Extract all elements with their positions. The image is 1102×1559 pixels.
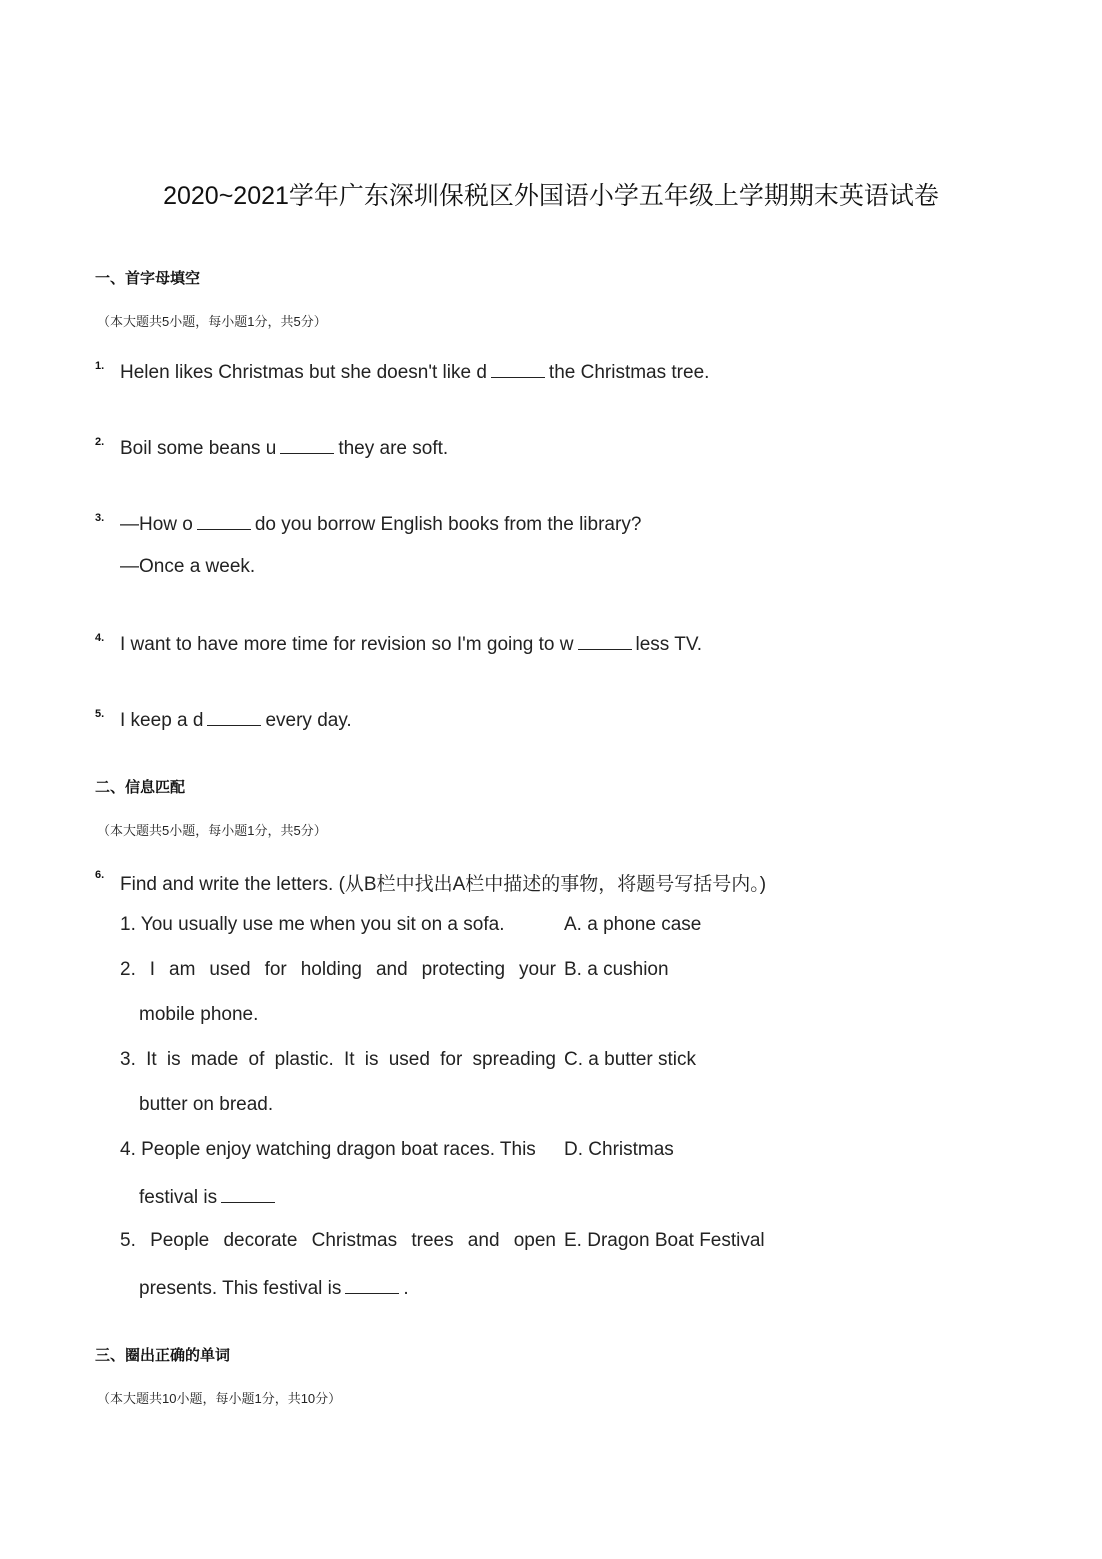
section-heading-1: 一、首字母填空 [95,270,201,287]
match-item-2-continued: mobile phone. [139,1004,259,1025]
question-3 [120,511,641,536]
answer-blank-4[interactable] [578,631,632,650]
answer-blank-6-4[interactable] [221,1184,275,1203]
question-number-6: 6. [95,869,105,881]
page-title: 2020~2021学年广东深圳保税区外国语小学五年级上学期期末英语试卷 [163,182,939,210]
section-note-1: （本大题共5小题，每小题1分，共5分） [97,314,327,329]
section-note-2: （本大题共5小题，每小题1分，共5分） [97,823,327,838]
match-item-5-end: . [403,1278,409,1299]
match-item-3-continued: butter on bread. [139,1094,274,1115]
question-number-2: 2. [95,436,105,448]
question-1 [120,359,709,384]
question-1-text-before: Helen likes Christmas but she doesn't like d [120,362,487,383]
match-item-1: 1. You usually use me when you sit on a sofa. [120,914,505,935]
question-4-text-after: less TV. [635,634,703,655]
answer-blank-5[interactable] [207,707,261,726]
answer-blank-6-5[interactable] [345,1275,399,1294]
question-5-text-before: I keep a d [120,710,204,731]
question-number-5: 5. [95,708,105,720]
question-5 [120,707,352,732]
match-option-e: E. Dragon Boat Festival [564,1230,765,1251]
answer-blank-3[interactable] [197,511,251,530]
question-4-text-before: I want to have more time for revision so I'm going to w [120,634,574,655]
section-heading-3: 三、圈出正确的单词 [95,1347,231,1364]
match-option-b: B. a cushion [564,959,669,980]
match-item-4-continued [139,1184,279,1209]
question-3-text-after: do you borrow English books from the library? [254,514,642,535]
match-item-5: 5. People decorate Christmas trees and open [120,1230,556,1251]
match-item-4: 4. People enjoy watching dragon boat races. This [120,1139,536,1160]
question-2-text-after: they are soft. [338,438,449,459]
question-3-text-before: —How o [120,514,193,535]
answer-blank-1[interactable] [491,359,545,378]
match-item-5-continued [139,1275,409,1300]
question-2-text-before: Boil some beans u [120,438,277,459]
match-option-a: A. a phone case [564,914,702,935]
question-number-3: 3. [95,512,105,524]
question-3-answer-line: —Once a week. [120,556,256,577]
question-6-instruction: Find and write the letters. (从B栏中找出A栏中描述的事物，将题号写括号内。) [120,874,767,895]
match-item-5-text: presents. This festival is [139,1278,342,1299]
match-item-3: 3. It is made of plastic. It is used for spreading [120,1049,556,1070]
answer-blank-2[interactable] [280,435,334,454]
match-item-4-text: festival is [139,1187,218,1208]
match-option-c: C. a butter stick [564,1049,696,1070]
question-number-1: 1. [95,360,105,372]
match-item-2: 2. I am used for holding and protecting your [120,959,556,980]
question-4 [120,631,702,656]
question-5-text-after: every day. [265,710,352,731]
question-number-4: 4. [95,632,105,644]
section-note-3: （本大题共10小题，每小题1分，共10分） [97,1391,342,1406]
question-2 [120,435,448,460]
section-heading-2: 二、信息匹配 [95,779,186,796]
match-option-d: D. Christmas [564,1139,674,1160]
question-1-text-after: the Christmas tree. [548,362,710,383]
